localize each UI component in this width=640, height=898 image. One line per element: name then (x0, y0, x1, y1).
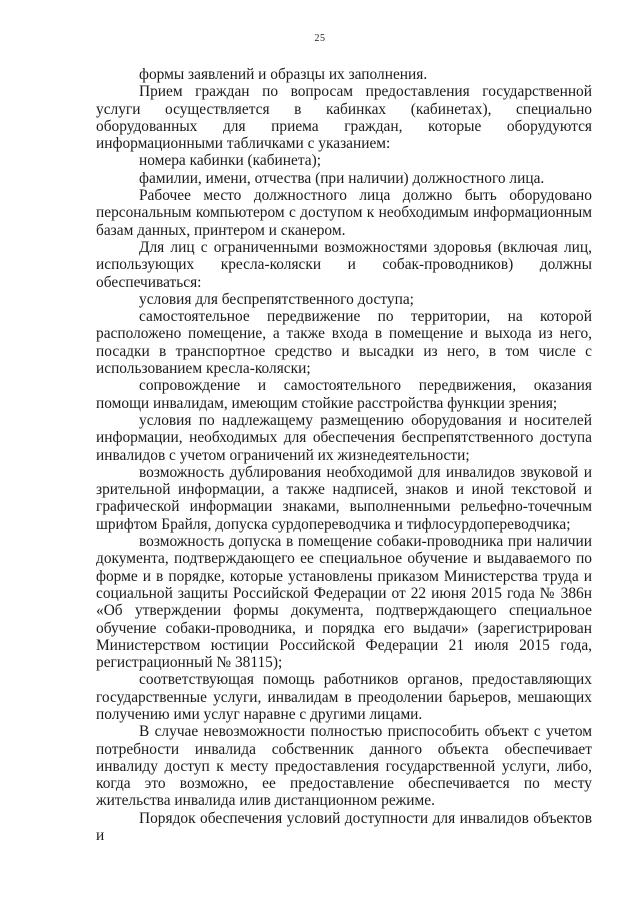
paragraph-11: возможность дублирования необходимой для инвалидов звуковой и зрительной информации, а также надписей, знаков и иной текстовой и графической информации знаками, выполненными рельефно-точечным шрифтом Брайля, допуска сурдопереводчика и тифлосурдопереводчика; (96, 463, 592, 533)
paragraph-9: сопровождение и самостоятельного передвижения, оказания помощи инвалидам, имеющим стойкие расстройства функции зрения; (96, 377, 592, 412)
paragraph-8: самостоятельное передвижение по территории, на которой расположено помещение, а также входа в помещение и выхода из него, посадки в транспортное средство и высадки из него, в том числе с использованием кресла-коляски; (96, 308, 592, 378)
paragraph-15: Порядок обеспечения условий доступности для инвалидов объектов и (96, 809, 592, 845)
paragraph-12: возможность допуска в помещение собаки-проводника при наличии документа, подтверждающего ее специальное обучение и выдаваемого по форме и в порядке, которые установлены приказом Министерства труда и социальной защиты Российской Федерации от 22 июня 2015 года № 386н «Об утверждении формы документа, подтверждающего специальное обучение собаки-проводника, и порядка его выдачи» (зарегистрирован Министерством юстиции Российской Федерации 21 июля 2015 года, регистрационный № 38115); (96, 533, 592, 672)
paragraph-5: Рабочее место должностного лица должно быть оборудовано персональным компьютером с доступом к необходимым информационным базам данных, принтером и сканером. (96, 187, 592, 239)
paragraph-13: соответствующая помощь работников органов, предоставляющих государственные услуги, инвалидам в преодолении барьеров, мешающих получению ими услуг наравне с другими лицами. (96, 671, 592, 723)
document-body (96, 66, 592, 844)
paragraph-10: условия по надлежащему размещению оборудования и носителей информации, необходимых для обеспечения беспрепятственного доступа инвалидов с учетом ограничений их жизнедеятельности; (96, 411, 592, 464)
paragraph-3: номера кабинки (кабинета); (139, 152, 322, 170)
paragraph-6: Для лиц с ограниченными возможностями здоровья (включая лиц, использующих кресла-коляски и собак-проводников) должны обеспечиваться: (96, 238, 592, 291)
paragraph-14: В случае невозможности полностью приспособить объект с учетом потребности инвалида собственник данного объекта обеспечивает инвалиду доступ к месту предоставления государственной услуги, либо, когда это возможно, ее предоставление обеспечивается по месту жительства инвалида илив дистанционном режиме. (96, 723, 592, 810)
paragraph-1: формы заявлений и образцы их заполнения. (139, 66, 428, 83)
paragraph-4: фамилии, имени, отчества (при наличии) должностного лица. (139, 169, 545, 187)
page-number: 25 (314, 33, 326, 44)
paragraph-7: условия для беспрепятственного доступа; (139, 290, 414, 308)
paragraph-2: Прием граждан по вопросам предоставления государственной услуги осуществляется в кабинках (кабинетах), специально оборудованных для приема граждан, которые оборудуются информационными табличками с указанием: (96, 83, 592, 153)
